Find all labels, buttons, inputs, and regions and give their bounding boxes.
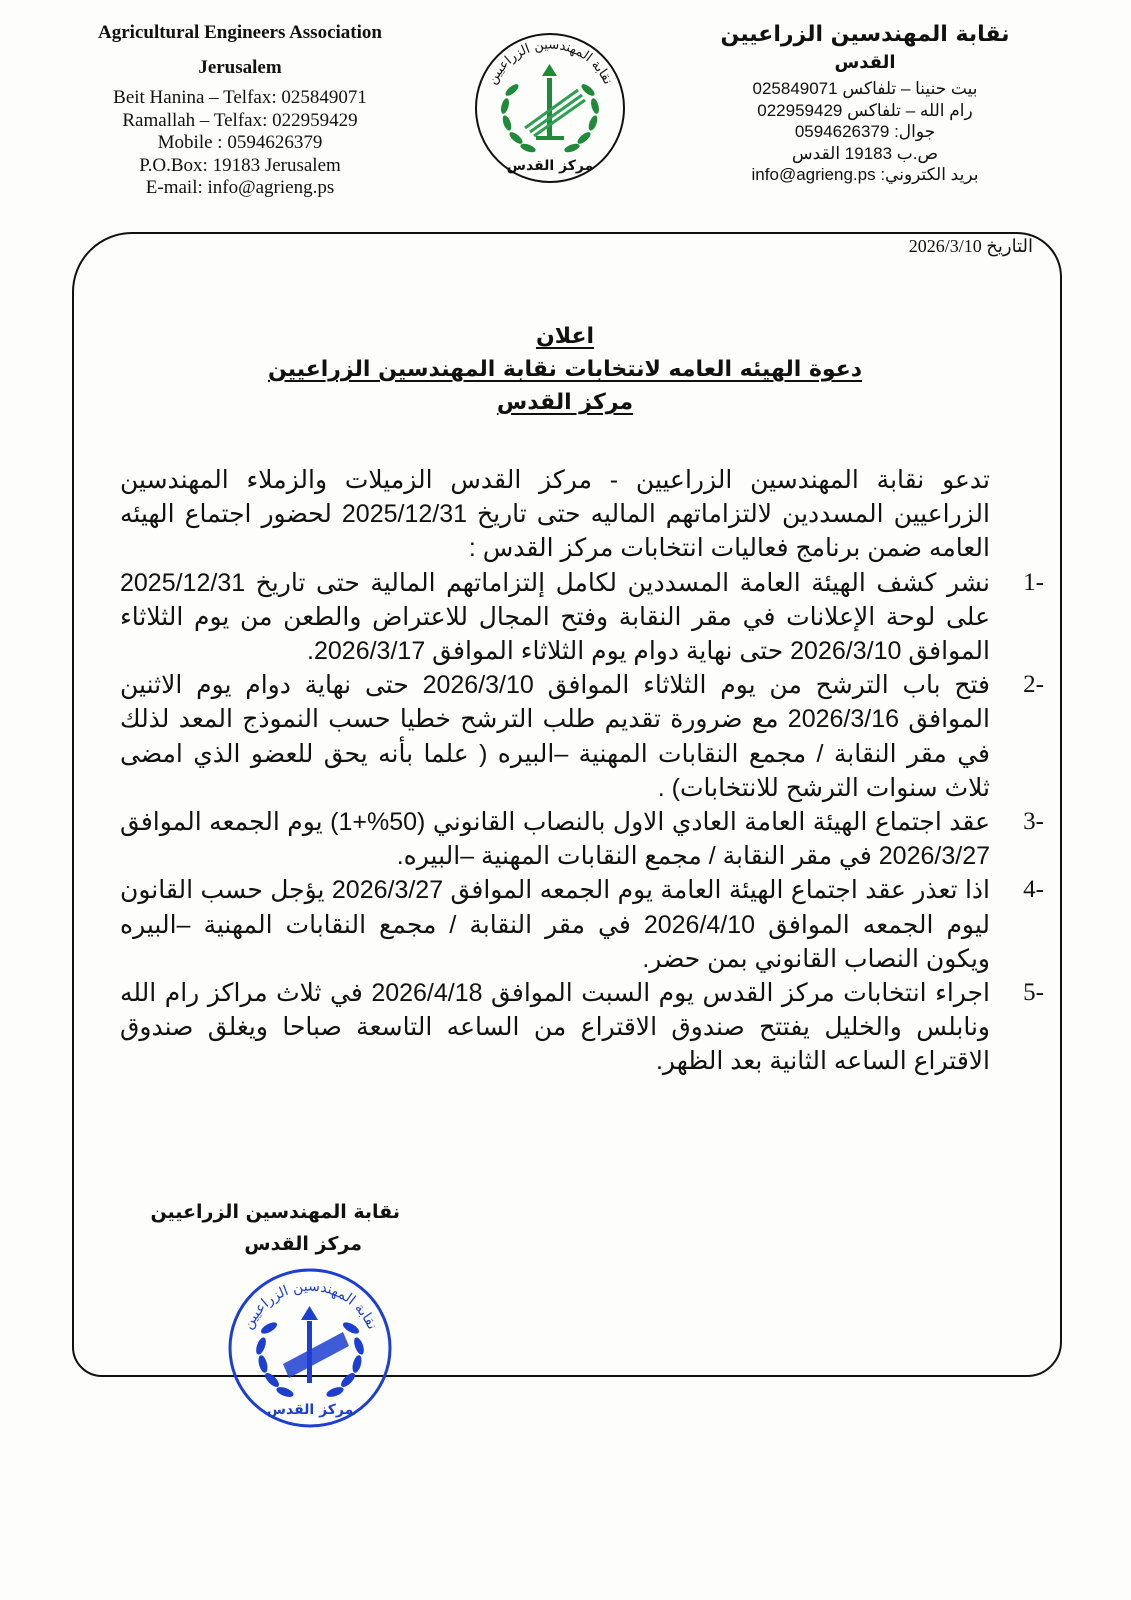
contact-line: Beit Hanina – Telfax: 025849071 (113, 87, 367, 108)
city-arabic: القدس (834, 52, 896, 73)
signature-block (120, 1196, 400, 1260)
org-name-english: Agricultural Engineers Association (98, 22, 382, 43)
header-english (70, 22, 410, 200)
date-value: 2026/3/10 (908, 236, 982, 256)
signature-org: نقابة المهندسين الزراعيين (150, 1201, 400, 1223)
official-stamp-icon (225, 1266, 395, 1431)
announcement-body (120, 463, 1044, 1079)
item-text: فتح باب الترشح من يوم الثلاثاء الموافق 2026/3/10 حتى نهاية دوام يوم الاثنين الموافق 2026/3/16 مع ضرورة تقديم طلب الترشح خطيا حسب النموذج المعد لذلك في مقر النقابة / مجمع النقابات المهنية –البيره ( علما بأنه يحق للعضو الذي امضى ثلاث سنوات الترشح للانتخابات) . (120, 671, 990, 802)
title-line-1: اعلان (535, 324, 595, 349)
agenda-item (120, 805, 1044, 873)
header-arabic (720, 20, 1010, 186)
announcement-title (150, 320, 980, 419)
contact-line: Mobile : 0594626379 (157, 132, 323, 153)
item-number: 4- (1023, 876, 1044, 904)
svg-text:نقابة المهندسين الزراعيين: نقابة المهندسين الزراعيين (484, 37, 616, 87)
intro-paragraph: تدعو نقابة المهندسين الزراعيين - مركز القدس الزميلات والزملاء المهندسين الزراعيين المسددين لالتزاماتهم الماليه حتى تاريخ 2025/12/31 لحضور اجتماع الهيئه العامه ضمن برنامج فعاليات انتخابات مركز القدس : (120, 466, 990, 563)
svg-text:مركز القدس: مركز القدس (266, 1402, 354, 1418)
contact-line: بيت حنينا – تلفاكس 025849071 (752, 79, 978, 98)
contact-line: Ramallah – Telfax: 022959429 (122, 109, 358, 131)
date-label: التاريخ (986, 236, 1033, 256)
item-number: 5- (1023, 979, 1044, 1007)
agenda-item (120, 668, 1044, 805)
item-number: 1- (1023, 568, 1044, 596)
contact-line: P.O.Box: 19183 Jerusalem (139, 154, 341, 176)
contact-line: رام الله – تلفاكس 022959429 (757, 100, 973, 120)
title-line-3: مركز القدس (496, 390, 634, 415)
item-text: اجراء انتخابات مركز القدس يوم السبت الموافق 2026/4/18 في ثلاث مراكز رام الله ونابلس والخليل يفتتح صندوق الاقتراع من الساعه التاسعة صباحا ويغلق صندوق الاقتراع الساعه الثانية بعد الظهر. (120, 979, 991, 1076)
item-text: عقد اجتماع الهيئة العامة العادي الاول بالنصاب القانوني (50%+1) يوم الجمعه الموافق 2026/3/27 في مقر النقابة / مجمع النقابات المهنية –البيره. (120, 808, 990, 871)
contact-line: بريد الكتروني: info@agrieng.ps (751, 165, 979, 184)
signature-center: مركز القدس (244, 1233, 362, 1255)
agenda-list (120, 566, 1044, 1079)
item-number: 3- (1023, 808, 1044, 836)
agenda-item (120, 873, 1044, 976)
city-english: Jerusalem (198, 56, 282, 78)
document-date (909, 236, 1033, 257)
org-name-arabic: نقابة المهندسين الزراعيين (720, 22, 1010, 47)
item-text: اذا تعذر عقد اجتماع الهيئة العامة يوم الجمعه الموافق 2026/3/27 يؤجل حسب القانون ليوم الجمعه الموافق 2026/4/10 في مقر النقابة / مجمع النقابات المهنية –البيره ويكون النصاب القانوني بمن حضر. (120, 876, 990, 973)
contact-line: E-mail: info@agrieng.ps (145, 177, 335, 198)
contact-line: جوال: 0594626379 (794, 122, 936, 141)
svg-text:مركز القدس: مركز القدس (506, 158, 594, 174)
svg-text:نقابة المهندسين الزراعيين: نقابة المهندسين الزراعيين (239, 1278, 381, 1333)
title-line-2: دعوة الهيئه العامه لانتخابات نقابة المهندسين الزراعيين (267, 357, 863, 382)
item-text: نشر كشف الهيئة العامة المسددين لكامل إلتزاماتهم المالية حتى تاريخ 2025/12/31 على لوحة الإعلانات في مقر النقابة وفتح المجال للاعتراض والطعن من يوم الثلاثاء الموافق 2026/3/10 حتى نهاية دوام يوم الثلاثاء الموافق 2026/3/17. (120, 568, 990, 666)
association-logo-icon (470, 28, 630, 188)
agenda-item (120, 976, 1044, 1079)
agenda-item (120, 566, 1044, 669)
item-number: 2- (1023, 671, 1044, 699)
contact-line: ص.ب 19183 القدس (791, 143, 939, 163)
